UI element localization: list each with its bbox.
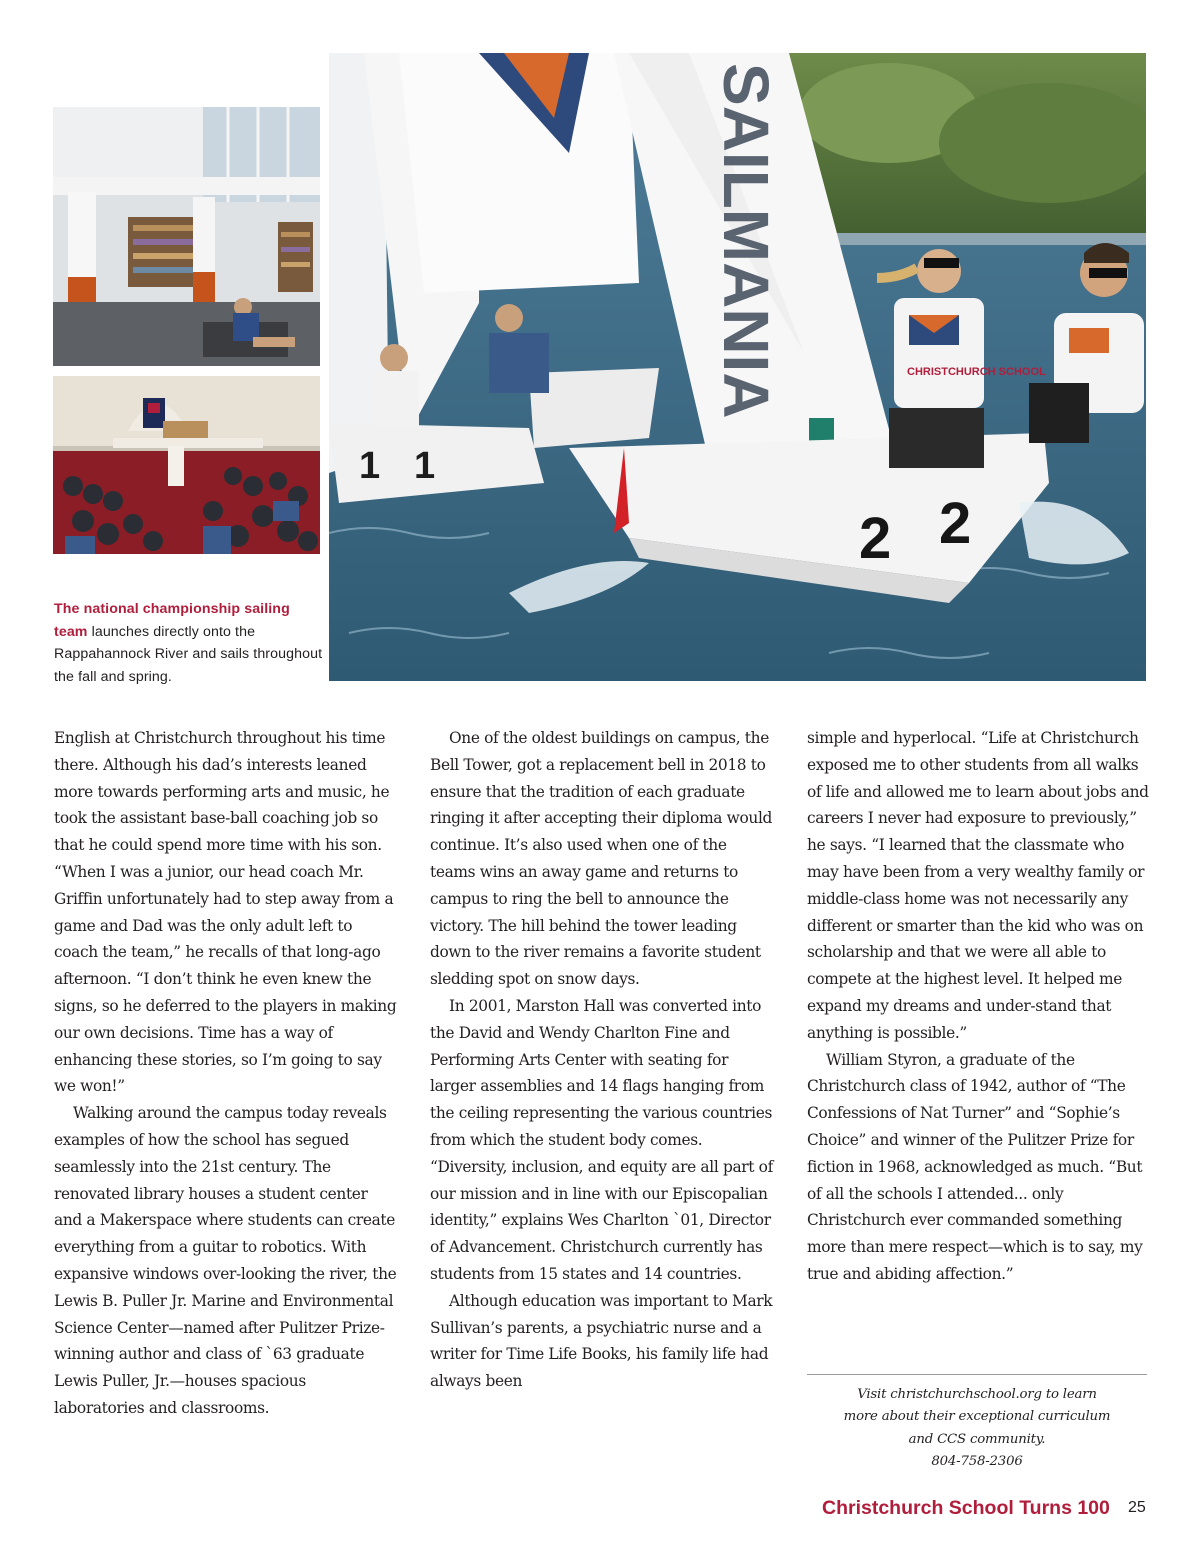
caption-text: launches directly onto the Rappahannock River and sails throughout the fall and spring. [54,623,323,685]
library-photo [53,107,320,366]
svg-text:1: 1 [359,445,381,487]
promo-line-3: and CCS community. [908,1431,1046,1447]
promo-phone: 804-758-2306 [931,1453,1023,1469]
footer-title: Christchurch School Turns 100 [822,1497,1110,1519]
chapel-photo [53,376,320,554]
col2-paragraph-3: Although education was important to Mark Sullivan’s parents, a psychiatric nurse and a writer for Time Life Books, his family life had always been [430,1291,773,1391]
sail-brand-text: SAILMANIA [710,63,782,419]
svg-text:1: 1 [414,445,436,487]
col3-paragraph-2: William Styron, a graduate of the Christchurch class of 1942, author of “The Confessions of Nat Turner” and “Sophie’s Choice” and winner of the Pulitzer Prize for fiction in 1968, acknowledged as much. “But of all the schools I attended... only Christchurch ever commanded something more than mere respect—which is to say, my true and abiding affection.” [807,1050,1143,1283]
col1-paragraph-2: Walking around the campus today reveals examples of how the school has segued seamlessly into the 21st century. The renovated library houses a student center and a Makerspace where students can create everything from a guitar to robotics. With expansive windows over-looking the river, the Lewis B. Puller Jr. Marine and Environmental Science Center—named after Pulitzer Prize-winning author and class of `63 graduate Lewis Puller, Jr.—houses spacious laboratories and classrooms. [54,1104,397,1417]
promo-box [807,1384,1147,1473]
col2-paragraph-1: One of the oldest buildings on campus, the Bell Tower, got a replacement bell in 2018 to ensure that the tradition of each graduate ringing it after accepting their diploma would continue. It’s also used when one of the teams wins an away game and returns to campus to ring the bell to announce the victory. The hill behind the tower leading down to the river remains a favorite student sledding spot on snow days. [430,729,773,989]
photo-caption [54,598,324,688]
promo-divider [807,1374,1147,1375]
col1-paragraph-1: English at Christchurch throughout his time there. Although his dad’s interests leaned more towards performing arts and music, he took the assistant base-ball coaching job so that he could spend more time with his son. “When I was a junior, our head coach Mr. Griffin unfortunately had to step away from a game and Dad was the only adult left to coach the team,” he recalls of that long-ago afternoon. “I don’t think he even knew the signs, so he deferred to the players in making our own decisions. Time has a way of enhancing these stories, so I’m going to say we won!” [54,729,397,1096]
caption-highlight: The national championship sailing team [54,601,290,640]
article-column-3 [807,725,1152,1288]
promo-line-1: Visit christchurchschool.org to learn [857,1387,1097,1402]
promo-line-2: more about their exceptional curriculum [843,1409,1111,1425]
page-number: 25 [1128,1499,1146,1516]
boat-number: 2 [859,506,892,571]
article-column-2 [430,725,775,1395]
col3-paragraph-1: simple and hyperlocal. “Life at Christchurch exposed me to other students from all walks of life and allowed me to learn about jobs and careers I never had exposure to previously,” he says. “I learned that the classmate who may have been from a very wealthy family or middle-class home was not necessarily any different or smarter than the kid who was on scholarship and that we were all able to compete at the highest level. It helped me expand my dreams and under-stand that anything is possible.” [807,729,1149,1042]
school-logo-text: CHRISTCHURCH SCHOOL [907,366,1046,378]
sailing-photo [329,53,1146,681]
article-column-1 [54,725,399,1422]
svg-text:2: 2 [939,491,972,556]
col2-paragraph-2: In 2001, Marston Hall was converted into the David and Wendy Charlton Fine and Performing Arts Center with seating for larger assemblies and 14 flags hanging from the ceiling representing the various countries from which the student body comes. “Diversity, inclusion, and equity are all part of our mission and in line with our Episcopalian identity,” explains Wes Charlton `01, Director of Advancement. Christchurch currently has students from 15 states and 14 countries. [430,996,773,1283]
